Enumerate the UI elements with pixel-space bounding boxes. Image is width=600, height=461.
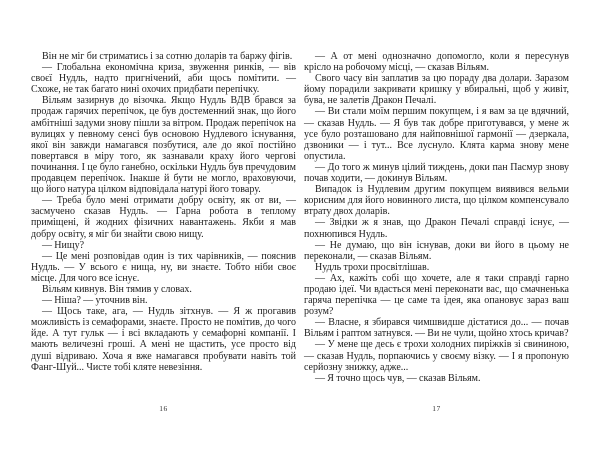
paragraph: — Не думаю, що він існував, доки ви його в цьому не переконали, — сказав Вільям. bbox=[304, 239, 569, 262]
paragraph: Нудль трохи просвітлішав. bbox=[315, 261, 430, 273]
page-right-number: 17 bbox=[432, 404, 441, 413]
paragraph: — Глобальна економічна криза, звуження ринків, — вів своєї Нудль, надто пригнічений, аби щось помітити. — Схоже, не так багато нині охочих придбати перепічку. bbox=[31, 62, 296, 96]
paragraph: — Ніша? — уточнив він. bbox=[42, 295, 148, 307]
page-right bbox=[304, 0, 569, 461]
paragraph: — Треба було мені отримати добру освіту, як от ви, — засмучено сказав Нудль. — Гарна робота в теплому приміщені, й жодних фізичних навантажень. Якби я мав добру освіту, я міг би знайти свою нищу. bbox=[31, 195, 296, 240]
paragraph: Свого часу він заплатив за цю пораду два долари. Заразом йому порадили закривати кришку у вбиральні, щоб у живіт, бува, не залетів Дракон Печалі. bbox=[304, 73, 569, 107]
paragraph: — До того ж минув цілий тиждень, доки пан Пасмур знову почав ходити, — докинув Вільям. bbox=[304, 161, 569, 185]
paragraph: — Я точно щось чув, — сказав Вільям. bbox=[315, 372, 481, 384]
paragraph: Випадок із Нудлевим другим покупцем виявився вельми корисним для його новинного листа, що цілком компенсувало втрату двох доларів. bbox=[304, 184, 569, 218]
paragraph: Вільям кивнув. Він тямив у словах. bbox=[42, 283, 192, 295]
paragraph: — Щось таке, ага, — Нудль зітхнув. — Я ж прогавив можливість із семафорами, знаєте. Просто не помітив, до чого йде. А тут гульк — і всі вкладають у семафорні компанії. І мають величезні гроші. А мені не щастить, усе просто від душі відриваю. Хоча я вже намагався пробувати навіть той Фанг-Шуй... Чисте тобі кляте невезіння. bbox=[31, 306, 296, 373]
paragraph: — Нищу? bbox=[42, 239, 85, 251]
page-left bbox=[31, 0, 296, 461]
paragraph: — У мене ще десь є трохи холодних пиріжків зі свининою, — сказав Нудль, порпаючись у своєму візку. — І я пропоную серйозну знижку, адже... bbox=[304, 339, 569, 373]
paragraph: Вільям зазирнув до візочка. Якщо Нудль ВДВ брався за продаж гарячих перепічок, це був достеменний знак, що його амбітніші задуми знову пішли за вітром. Продаж перепічок на вулицях у певному сенсі був основою Нудлевого існування, якої він завжди намагався позбутися, але до якої постійно повертався в міру того, як зазнавали краху його чергові починання. І це було ганебно, оскільки Нудль був пречудовим продавцем перепічок. Інакше й бути не могло, враховуючи, що його натура цілком відповідала натурі його товару. bbox=[31, 95, 296, 196]
paragraph: — А от мені однозначно допомогло, коли я пересунув крісло на робочому місці, — сказав Вільям. bbox=[304, 51, 569, 74]
page-left-text bbox=[31, 51, 296, 373]
paragraph: Він не міг би стриматись і за сотню доларів та баржу фігів. bbox=[42, 51, 293, 62]
paragraph: — Звідки ж я знав, що Дракон Печалі справді існує, — похнюпився Нудль. bbox=[304, 217, 569, 240]
page-left-number: 16 bbox=[159, 404, 168, 413]
paragraph: — Ах, кажіть собі що хочете, але я таки справді гарно продаю ідеї. Чи вдасться мені переконати вас, що смачненька гаряча перепічка — це саме та ідея, яка опановує зараз ваш розум? bbox=[304, 272, 569, 318]
page-right-text bbox=[304, 51, 569, 384]
paragraph: — Ви стали моїм першим покупцем, і я вам за це вдячний, — сказав Нудль. — Я був так добре приготувався, у мене ж усе було розташовано для найповнішої гармонії — дзеркала, дзвоники — і тут... Все луснуло. Клята карма знову мене опустила. bbox=[304, 106, 569, 162]
paragraph: — Власне, я збирався чимшвидше дістатися до... — почав Вільям і раптом затнувся. — Ви не чули, щойно хтось кричав? bbox=[304, 317, 569, 340]
paragraph: — Це мені розповідав один із тих чарівників, — пояснив Нудль. — У всього є нища, ну, ви знаєте. Тобто ніби своє місце. Для чого все існує. bbox=[31, 250, 296, 284]
